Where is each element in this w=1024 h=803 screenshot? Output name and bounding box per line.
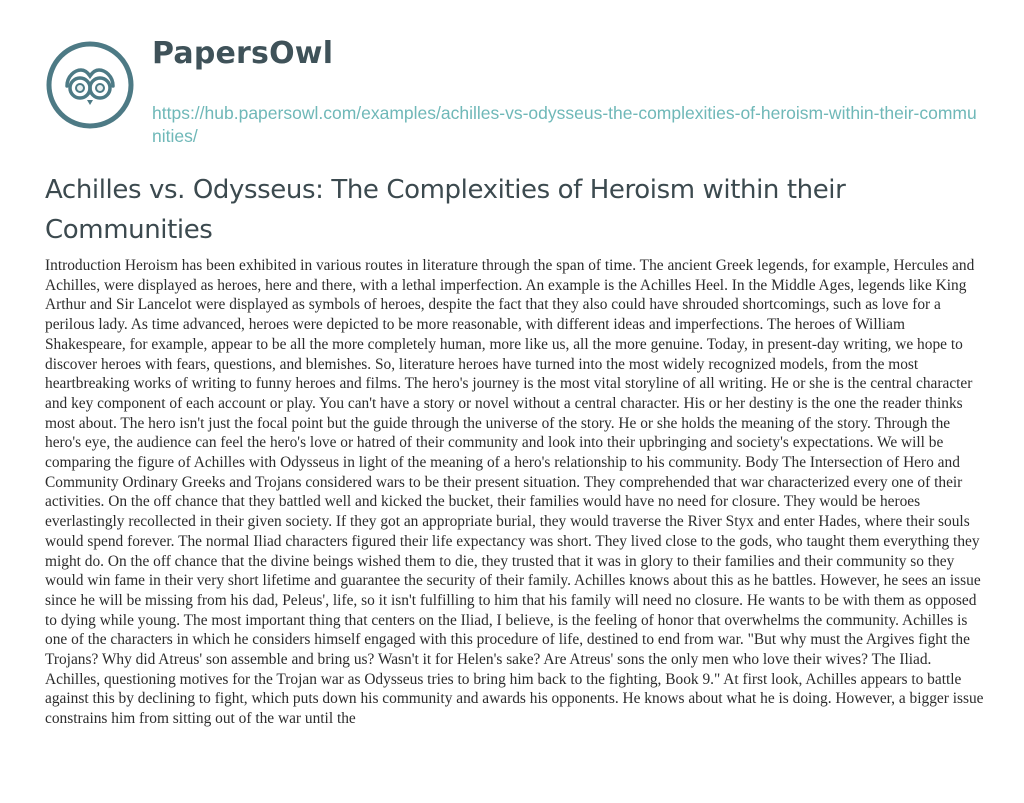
site-header: [45, 34, 985, 154]
owl-logo-icon: [45, 40, 135, 130]
brand-name: PapersOwl: [152, 36, 334, 71]
source-url-link[interactable]: https://hub.papersowl.com/examples/achilles-vs-odysseus-the-complexities-of-heroism-within-their-communities/: [152, 103, 977, 146]
article-body: Introduction Heroism has been exhibited in various routes in literature through the span of time. The ancient Greek legends, for example, Hercules and Achilles, were displayed as heroes, here and there, with a lethal imperfection. An example is the Achilles Heel. In the Middle Ages, legends like King Arthur and Sir Lancelot were displayed as symbols of heroes, despite the fact that they also could have shrouded shortcomings, such as love for a perilous lady. As time advanced, heroes were depicted to be more reasonable, with different ideas and imperfections. The heroes of William Shakespeare, for example, appear to be all the more completely human, more like us, all the more genuine. Today, in present-day writing, we hope to discover heroes with fears, questions, and blemishes. So, literature heroes have turned into the most widely recognized models, from the most heartbreaking works of writing to funny heroes and films. The hero's journey is the most vital storyline of all writing. He or she is the central character and key component of each account or play. You can't have a story or novel without a central character. His or her destiny is the one the reader thinks most about. The hero isn't just the focal point but the guide through the universe of the story. He or she holds the meaning of the story. Through the hero's eye, the audience can feel the hero's love or hatred of their community and look into their upbringing and society's expectations. We will be comparing the figure of Achilles with Odysseus in light of the meaning of a hero's relationship to his community. Body The Intersection of Hero and Community Ordinary Greeks and Trojans considered wars to be their present situation. They comprehended that war characterized every one of their activities. On the off chance that they battled well and kicked the bucket, their families would have no need for closure. They would be heroes everlastingly recollected in their given society. If they got an appropriate burial, they would traverse the River Styx and enter Hades, where their souls would spend forever. The normal Iliad characters figured their life expectancy was short. They lived close to the gods, who taught them everything they might do. On the off chance that the divine beings wished them to die, they trusted that it was in glory to their families and their community so they would win fame in their very short lifetime and guarantee the security of their family. Achilles knows about this as he battles. However, he sees an issue since he will be missing from his dad, Peleus', life, so it isn't fulfilling to him that his family will need no closure. He wants to be with them as opposed to dying while young. The most important thing that centers on the Iliad, I believe, is the feeling of honor that overwhelms the community. Achilles is one of the characters in which he considers himself engaged with this procedure of life, destined to end from war. "But why must the Argives fight the Trojans? Why did Atreus' son assemble and bring us? Wasn't it for Helen's sake? Are Atreus' sons the only men who love their wives? The Iliad. Achilles, questioning motives for the Trojan war as Odysseus tries to bring him back to the fighting, Book 9." At first look, Achilles appears to battle against this by declining to fight, which puts down his community and awards his opponents. He knows about what he is doing. However, a bigger issue constrains him from sitting out of the war until the: [45, 257, 984, 728]
page-title: Achilles vs. Odysseus: The Complexities of Heroism within their Communities: [45, 175, 846, 245]
